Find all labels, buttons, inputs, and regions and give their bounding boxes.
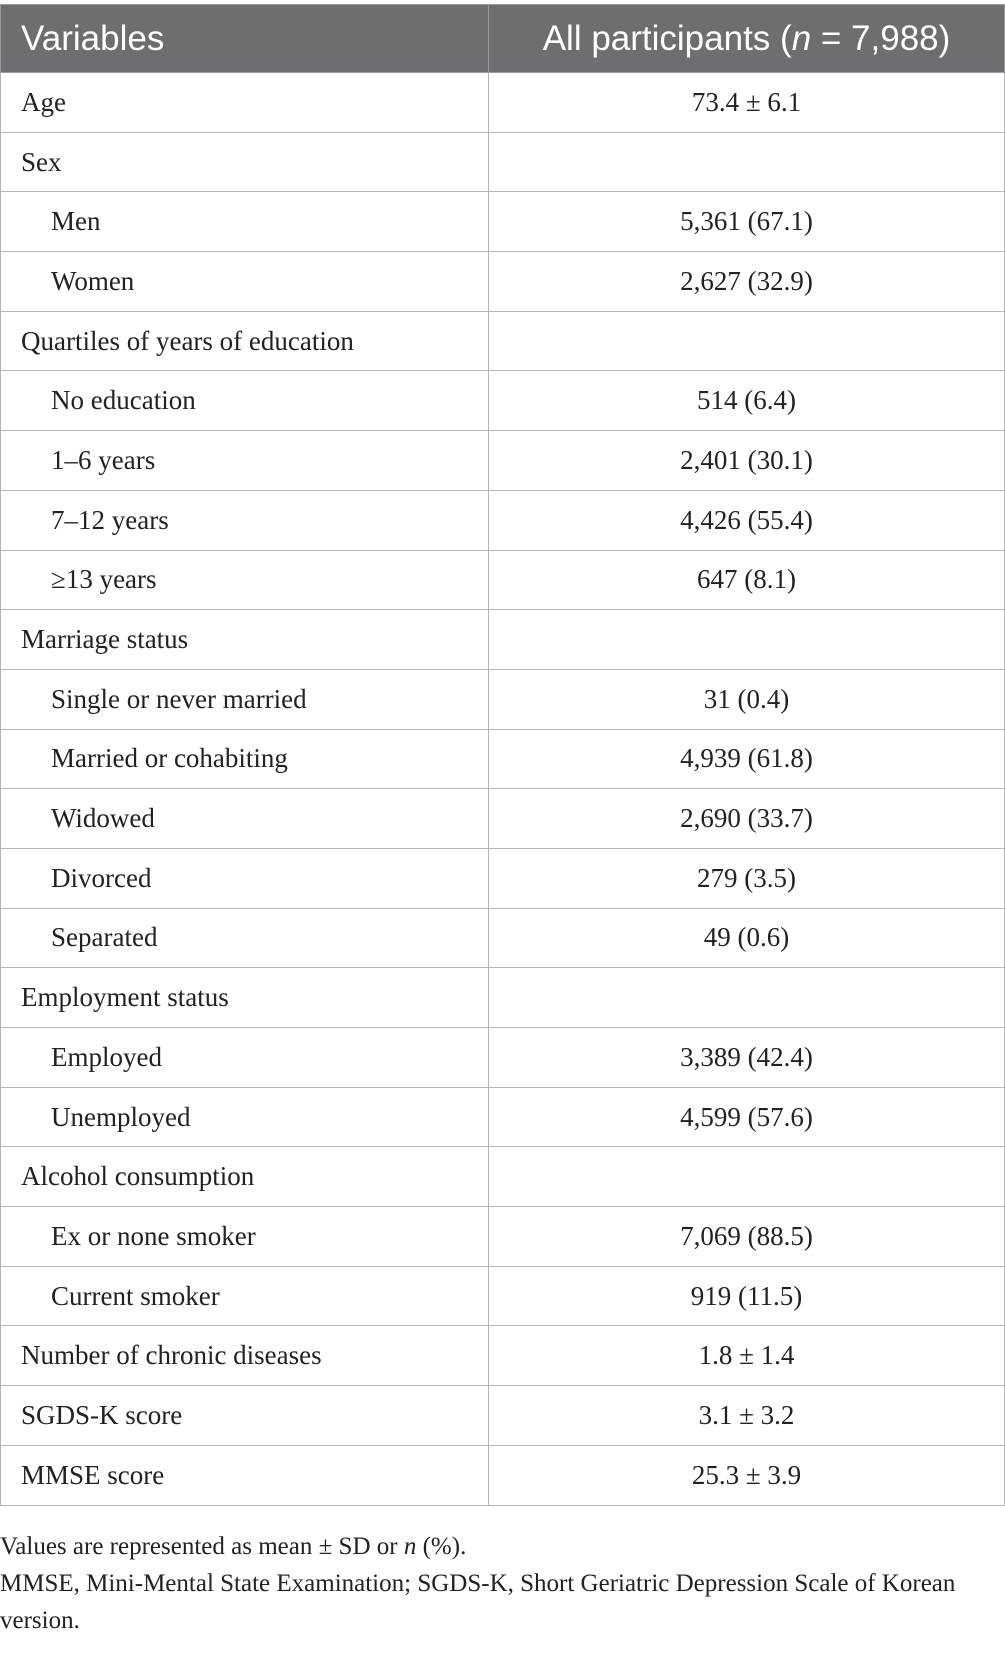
table-row — [1, 729, 1005, 789]
footnote-abbreviations: MMSE, Mini-Mental State Examination; SGDS-K, Short Geriatric Depression Scale of Korean version. — [0, 1570, 956, 1634]
table-row — [1, 1087, 1005, 1147]
row-label: Employed — [1, 1028, 489, 1088]
footnote-values-suffix: (%). — [416, 1533, 467, 1560]
table-row — [1, 1445, 1005, 1505]
table-row — [1, 1386, 1005, 1446]
row-value — [489, 968, 1005, 1028]
row-label: Separated — [1, 908, 489, 968]
row-value: 73.4 ± 6.1 — [489, 73, 1005, 133]
row-label: Age — [1, 73, 489, 133]
row-label: Divorced — [1, 848, 489, 908]
table-body — [1, 73, 1005, 1506]
table-footnotes — [0, 1528, 1000, 1639]
row-value: 7,069 (88.5) — [489, 1207, 1005, 1267]
row-value: 4,939 (61.8) — [489, 729, 1005, 789]
header-all-prefix: All participants ( — [542, 18, 792, 58]
footnote-values — [0, 1528, 1000, 1565]
table-row — [1, 132, 1005, 192]
row-label: 7–12 years — [1, 490, 489, 550]
row-label: Married or cohabiting — [1, 729, 489, 789]
table-header-row — [1, 5, 1005, 73]
table-row — [1, 1147, 1005, 1207]
table-row — [1, 1028, 1005, 1088]
row-value: 919 (11.5) — [489, 1266, 1005, 1326]
row-value: 4,599 (57.6) — [489, 1087, 1005, 1147]
row-label: Alcohol consumption — [1, 1147, 489, 1207]
row-value: 2,401 (30.1) — [489, 431, 1005, 491]
row-label: 1–6 years — [1, 431, 489, 491]
row-label: Marriage status — [1, 610, 489, 670]
row-label: Widowed — [1, 789, 489, 849]
table-row — [1, 371, 1005, 431]
row-value — [489, 1147, 1005, 1207]
table-row — [1, 1266, 1005, 1326]
row-label: Men — [1, 192, 489, 252]
row-label: ≥13 years — [1, 550, 489, 610]
row-label: Single or never married — [1, 669, 489, 729]
footnote-values-prefix: Values are represented as mean ± SD or — [0, 1533, 404, 1560]
row-value: 3.1 ± 3.2 — [489, 1386, 1005, 1446]
row-label: Sex — [1, 132, 489, 192]
row-label: Quartiles of years of education — [1, 311, 489, 371]
row-value: 514 (6.4) — [489, 371, 1005, 431]
table-row — [1, 1207, 1005, 1267]
row-value: 2,627 (32.9) — [489, 252, 1005, 312]
table-row — [1, 848, 1005, 908]
row-value: 49 (0.6) — [489, 908, 1005, 968]
table-row — [1, 252, 1005, 312]
table-row — [1, 73, 1005, 133]
characteristics-table — [0, 4, 1005, 1506]
header-n: n — [791, 18, 812, 58]
row-value: 5,361 (67.1) — [489, 192, 1005, 252]
table-row — [1, 192, 1005, 252]
row-value: 1.8 ± 1.4 — [489, 1326, 1005, 1386]
table-row — [1, 1326, 1005, 1386]
row-label: Unemployed — [1, 1087, 489, 1147]
row-value: 279 (3.5) — [489, 848, 1005, 908]
row-label: MMSE score — [1, 1445, 489, 1505]
row-value — [489, 311, 1005, 371]
row-value: 4,426 (55.4) — [489, 490, 1005, 550]
row-value — [489, 132, 1005, 192]
row-label: Current smoker — [1, 1266, 489, 1326]
table-row — [1, 669, 1005, 729]
row-value: 31 (0.4) — [489, 669, 1005, 729]
table-row — [1, 311, 1005, 371]
table-row — [1, 610, 1005, 670]
row-label: Number of chronic diseases — [1, 1326, 489, 1386]
row-value — [489, 610, 1005, 670]
header-variables: Variables — [1, 5, 489, 73]
table-row — [1, 550, 1005, 610]
table-row — [1, 968, 1005, 1028]
header-all-suffix: = 7,988) — [811, 18, 951, 58]
table-row — [1, 431, 1005, 491]
row-label: No education — [1, 371, 489, 431]
row-label: Women — [1, 252, 489, 312]
row-label: SGDS-K score — [1, 1386, 489, 1446]
header-all-participants — [489, 5, 1005, 73]
row-label: Employment status — [1, 968, 489, 1028]
characteristics-table-container — [0, 4, 1004, 1506]
row-value: 647 (8.1) — [489, 550, 1005, 610]
row-value: 2,690 (33.7) — [489, 789, 1005, 849]
footnote-n: n — [403, 1533, 417, 1560]
table-row — [1, 490, 1005, 550]
row-value: 25.3 ± 3.9 — [489, 1445, 1005, 1505]
row-label: Ex or none smoker — [1, 1207, 489, 1267]
table-row — [1, 789, 1005, 849]
table-row — [1, 908, 1005, 968]
row-value: 3,389 (42.4) — [489, 1028, 1005, 1088]
